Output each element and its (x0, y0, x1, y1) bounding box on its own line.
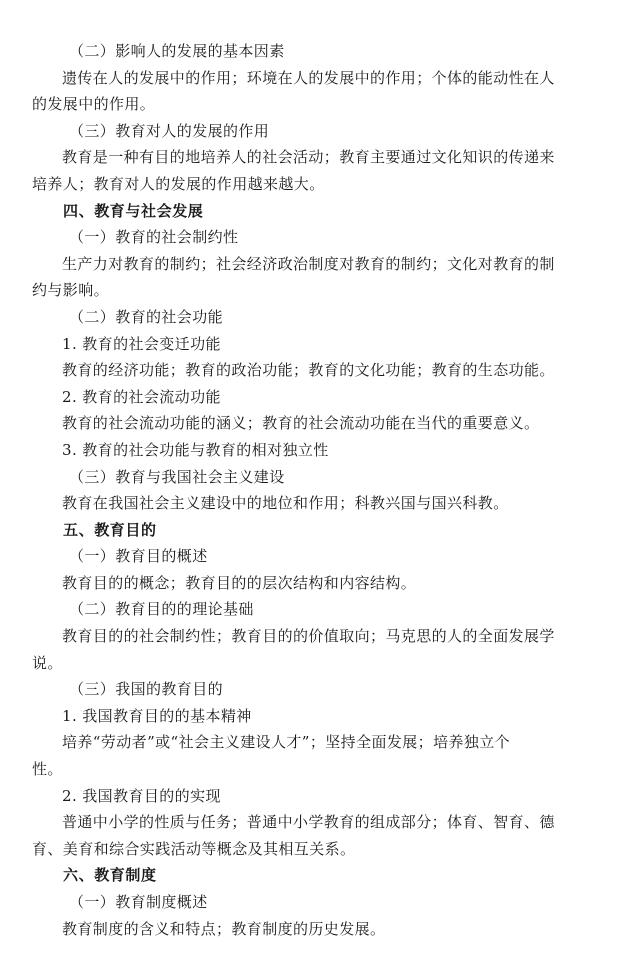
paragraph-line: 遗传在人的发展中的作用；环境在人的发展中的作用；个体的能动性在人 (62, 68, 555, 87)
paragraph-line: 培养“劳动者”或“社会主义建设人才”；坚持全面发展；培养独立个 (62, 733, 511, 752)
numbered-item: 2. 我国教育目的的实现 (62, 786, 221, 805)
paragraph-line: 教育的经济功能；教育的政治功能；教育的文化功能；教育的生态功能。 (62, 361, 555, 380)
numbered-item: 1. 我国教育目的的基本精神 (62, 706, 252, 725)
paragraph-line: 普通中小学的性质与任务；普通中小学教育的组成部分；体育、智育、德 (62, 813, 555, 832)
paragraph-continuation: 育、美育和综合实践活动等概念及其相互关系。 (32, 839, 356, 858)
paragraph-continuation: 的发展中的作用。 (32, 95, 156, 114)
subsection-heading: （一）教育制度概述 (69, 893, 208, 911)
subsection-heading: （三）我国的教育目的 (69, 680, 224, 699)
paragraph-line: 生产力对教育的制约；社会经济政治制度对教育的制约；文化对教育的制 (62, 254, 555, 273)
paragraph-line: 教育目的的社会制约性；教育目的的价值取向；马克思的人的全面发展学 (62, 627, 555, 646)
subsection-heading: （三）教育对人的发展的作用 (69, 121, 270, 140)
subsection-heading: （一）教育目的概述 (69, 547, 208, 566)
numbered-item: 2. 教育的社会流动功能 (62, 387, 221, 406)
document-page (32, 38, 584, 942)
paragraph-line: 教育制度的含义和特点；教育制度的历史发展。 (62, 919, 386, 938)
section-heading: 六、教育制度 (63, 866, 157, 885)
numbered-item: 1. 教育的社会变迁功能 (62, 334, 221, 353)
section-heading: 四、教育与社会发展 (63, 201, 204, 220)
paragraph-continuation: 约与影响。 (32, 281, 110, 300)
paragraph-continuation: 性。 (32, 760, 63, 779)
numbered-item: 3. 教育的社会功能与教育的相对独立性 (62, 440, 329, 459)
subsection-heading: （二）教育目的的理论基础 (69, 600, 254, 619)
subsection-heading: （一）教育的社会制约性 (69, 228, 239, 247)
paragraph-continuation: 说。 (32, 653, 63, 672)
paragraph-line: 教育在我国社会主义建设中的地位和作用；科教兴国与国兴科教。 (62, 494, 509, 513)
paragraph-line: 教育目的的概念；教育目的的层次结构和内容结构。 (62, 573, 417, 592)
subsection-heading: （二）影响人的发展的基本因素 (69, 42, 285, 60)
subsection-heading: （二）教育的社会功能 (69, 307, 224, 326)
paragraph-line: 教育的社会流动功能的涵义；教育的社会流动功能在当代的重要意义。 (62, 414, 540, 433)
subsection-heading: （三）教育与我国社会主义建设 (69, 467, 285, 486)
paragraph-continuation: 培养人；教育对人的发展的作用越来越大。 (32, 174, 325, 193)
paragraph-line: 教育是一种有目的地培养人的社会活动；教育主要通过文化知识的传递来 (62, 148, 555, 167)
section-heading: 五、教育目的 (63, 520, 157, 539)
